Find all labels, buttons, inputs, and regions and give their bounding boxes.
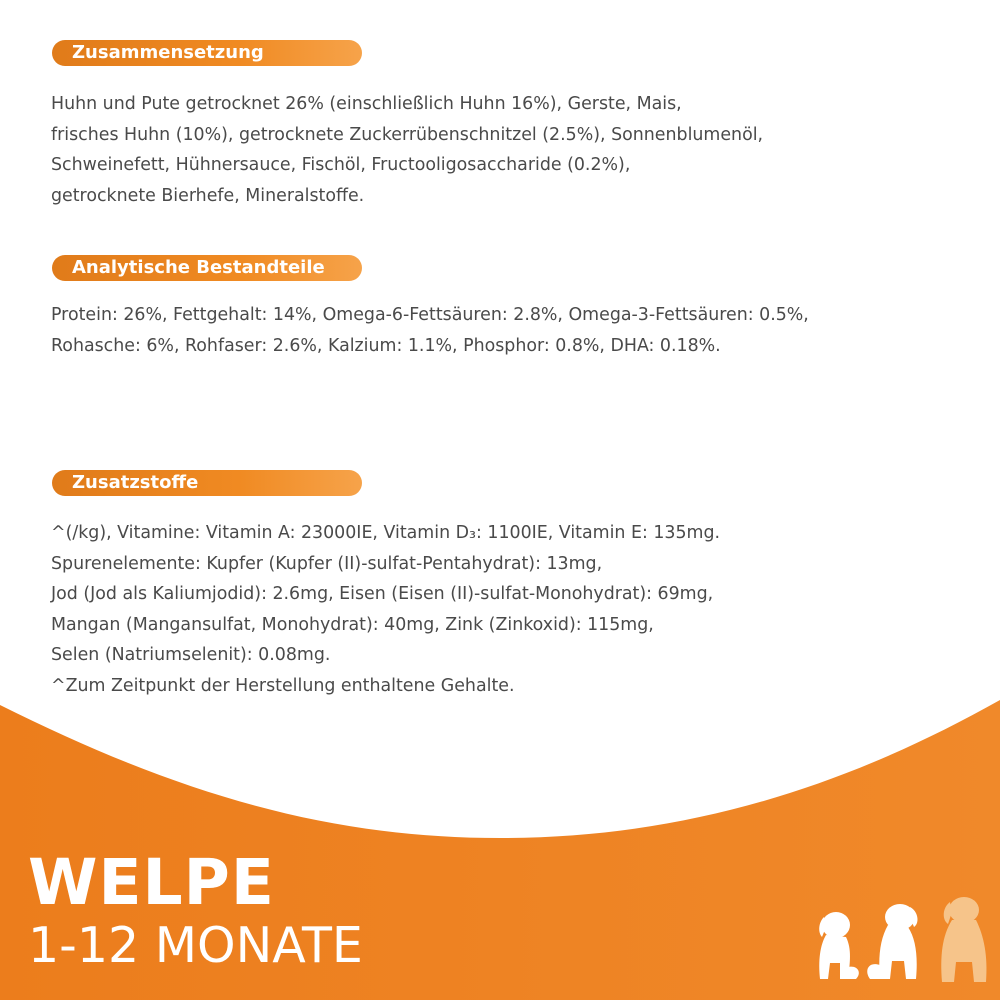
dog-young-icon bbox=[860, 895, 930, 985]
section-label-zusatzstoffe: Zusatzstoffe bbox=[52, 470, 362, 496]
text-line: Mangan (Mangansulfat, Monohydrat): 40mg, Zink (Zinkoxid): 115mg, bbox=[51, 614, 654, 635]
text-line: ^Zum Zeitpunkt der Herstellung enthaltene Gehalte. bbox=[51, 675, 515, 696]
text-line: ^(/kg), Vitamine: Vitamin A: 23000IE, Vitamin D₃: 1100IE, Vitamin E: 135mg. bbox=[51, 523, 721, 543]
section-label-zusammensetzung: Zusammensetzung bbox=[52, 40, 362, 66]
text-line: Protein: 26%, Fettgehalt: 14%, Omega-6-Fettsäuren: 2.8%, Omega-3-Fettsäuren: 0.5%, bbox=[51, 305, 809, 325]
text-line: getrocknete Bierhefe, Mineralstoffe. bbox=[51, 185, 365, 206]
section-label-analytische-bestandteile: Analytische Bestandteile bbox=[52, 255, 362, 281]
product-title: WELPE bbox=[28, 846, 275, 919]
product-age-range: 1-12 MONATE bbox=[28, 917, 363, 974]
dog-puppy-icon bbox=[806, 905, 866, 985]
dog-adult-icon bbox=[926, 890, 996, 985]
text-line: Schweinefett, Hühnersauce, Fischöl, Fructooligosaccharide (0.2%), bbox=[51, 155, 631, 176]
text-line: Selen (Natriumselenit): 0.08mg. bbox=[51, 645, 331, 666]
text-line: Rohasche: 6%, Rohfaser: 2.6%, Kalzium: 1.1%, Phosphor: 0.8%, DHA: 0.18%. bbox=[51, 335, 721, 356]
text-line: frisches Huhn (10%), getrocknete Zuckerrübenschnitzel (2.5%), Sonnenblumenöl, bbox=[51, 124, 764, 145]
text-line: Huhn und Pute getrocknet 26% (einschließlich Huhn 16%), Gerste, Mais, bbox=[51, 94, 682, 114]
text-line: Spurenelemente: Kupfer (Kupfer (II)-sulfat-Pentahydrat): 13mg, bbox=[51, 553, 603, 574]
text-line: Jod (Jod als Kaliumjodid): 2.6mg, Eisen (Eisen (II)-sulfat-Monohydrat): 69mg, bbox=[51, 584, 714, 605]
